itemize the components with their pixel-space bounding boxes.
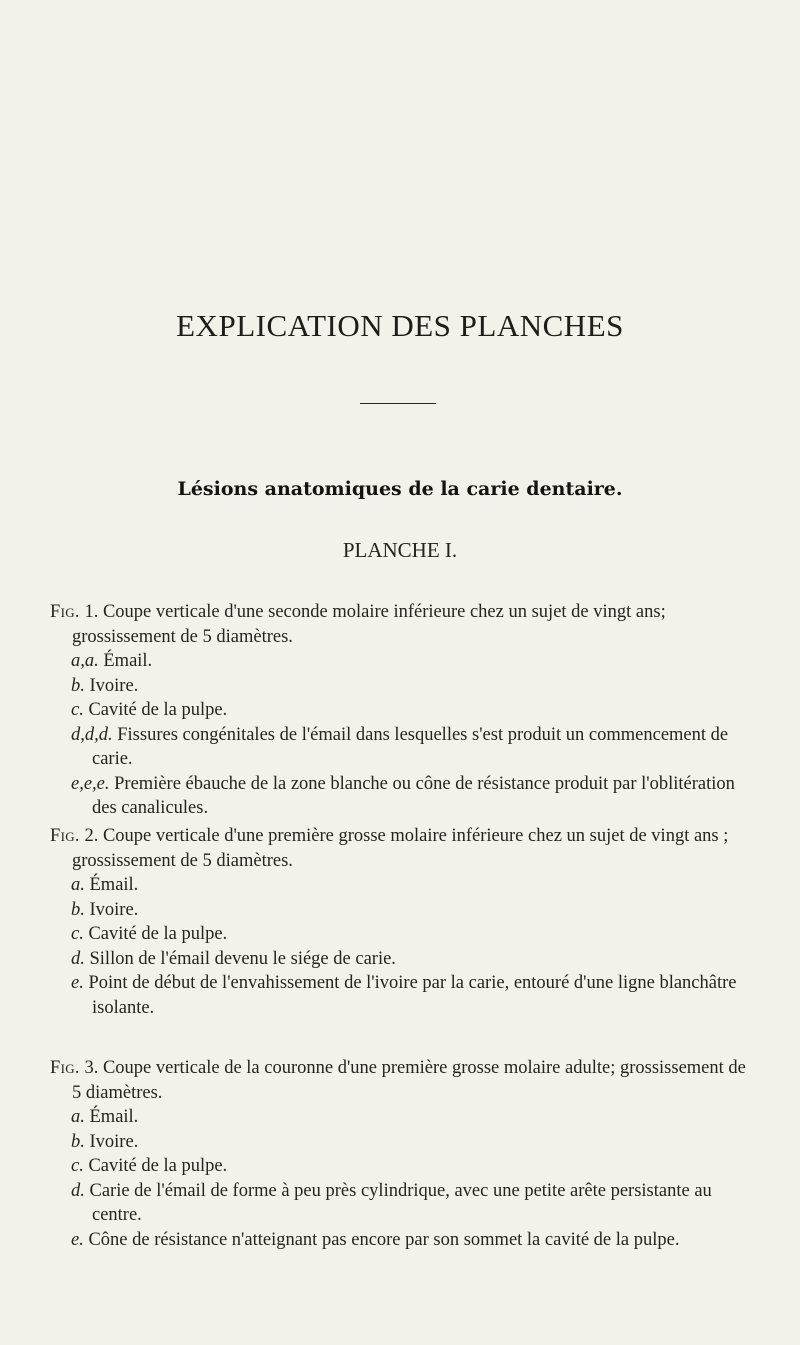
main-title: EXPLICATION DES PLANCHES: [176, 308, 624, 343]
legend-text: Fissures congénitales de l'émail dans lesquelles s'est produit un commencement de carie.: [92, 724, 729, 769]
legend-item: [50, 698, 750, 723]
legend-item: [50, 1228, 750, 1253]
legend-letter: a.: [71, 875, 85, 895]
legend-item: [50, 873, 750, 898]
legend-item: [50, 674, 750, 699]
legend-letter: b.: [71, 1131, 85, 1152]
legend-item: [50, 1179, 750, 1228]
legend-item: [50, 922, 750, 947]
legend-text: Ivoire.: [89, 899, 139, 920]
legend-text: Première ébauche de la zone blanche ou cône de résistance produit par l'oblitération des canalicules.: [92, 773, 735, 818]
legend-letter: e.: [71, 1229, 84, 1250]
legend-letter: e,e,e.: [71, 773, 110, 794]
legend-text: Cavité de la pulpe.: [88, 924, 228, 944]
legend-text: Carie de l'émail de forme à peu près cylindrique, avec une petite arête persistante au centre.: [89, 1180, 712, 1225]
figure-number: 3.: [84, 1058, 99, 1078]
legend-letter: a.: [71, 1107, 85, 1127]
legend-letter: c.: [71, 700, 84, 720]
legend-letter: d,d,d.: [71, 724, 113, 745]
legend-text: Point de début de l'envahissement de l'ivoire par la carie, entouré d'une ligne blanchâtre isolante.: [88, 973, 737, 1018]
figure-1-block: [50, 600, 750, 821]
legend-letter: a,a.: [71, 651, 99, 671]
legend-letter: c.: [71, 924, 84, 944]
legend-item: [50, 1105, 750, 1130]
legend-letter: b.: [71, 899, 85, 920]
plate-heading: PLANCHE I.: [342, 538, 458, 562]
legend-text: Émail.: [103, 651, 153, 671]
legend-text: Cavité de la pulpe.: [88, 700, 228, 720]
figure-label: Fig.: [50, 602, 80, 622]
section-subtitle: Lésions anatomiques de la carie dentaire.: [177, 478, 623, 500]
legend-letter: b.: [71, 675, 85, 696]
legend-item: [50, 649, 750, 674]
legend-item: [50, 971, 750, 1020]
figure-text: Coupe verticale d'une première grosse molaire inférieure chez un sujet de vingt ans ; grossissement de 5 diamètres.: [72, 826, 729, 871]
legend-text: Émail.: [89, 875, 139, 895]
legend-letter: c.: [71, 1156, 84, 1176]
figure-2-caption: [50, 824, 750, 873]
legend-text: Cône de résistance n'atteignant pas encore par son sommet la cavité de la pulpe.: [88, 1229, 680, 1250]
figure-2-block: [50, 824, 750, 1020]
legend-letter: d.: [71, 948, 85, 969]
figure-text: Coupe verticale d'une seconde molaire inférieure chez un sujet de vingt ans; grossissement de 5 diamètres.: [72, 602, 666, 647]
figure-3-block: [50, 1056, 750, 1252]
figure-number: 1.: [84, 602, 99, 622]
legend-text: Ivoire.: [89, 675, 139, 696]
legend-item: [50, 772, 750, 821]
legend-item: [50, 1154, 750, 1179]
legend-letter: d.: [71, 1180, 85, 1201]
figure-label: Fig.: [50, 826, 80, 846]
legend-text: Ivoire.: [89, 1131, 139, 1152]
legend-text: Émail.: [89, 1107, 139, 1127]
legend-item: [50, 947, 750, 972]
legend-item: [50, 898, 750, 923]
figure-text: Coupe verticale de la couronne d'une première grosse molaire adulte; grossissement de 5 diamètres.: [72, 1058, 746, 1103]
legend-letter: e.: [71, 973, 84, 993]
legend-item: [50, 723, 750, 772]
title-rule: [360, 403, 436, 404]
legend-text: Cavité de la pulpe.: [88, 1156, 228, 1176]
legend-item: [50, 1130, 750, 1155]
figure-label: Fig.: [50, 1058, 80, 1078]
figure-1-caption: [50, 600, 750, 649]
legend-text: Sillon de l'émail devenu le siége de carie.: [89, 948, 396, 969]
figure-number: 2.: [84, 826, 99, 846]
figure-3-caption: [50, 1056, 750, 1105]
